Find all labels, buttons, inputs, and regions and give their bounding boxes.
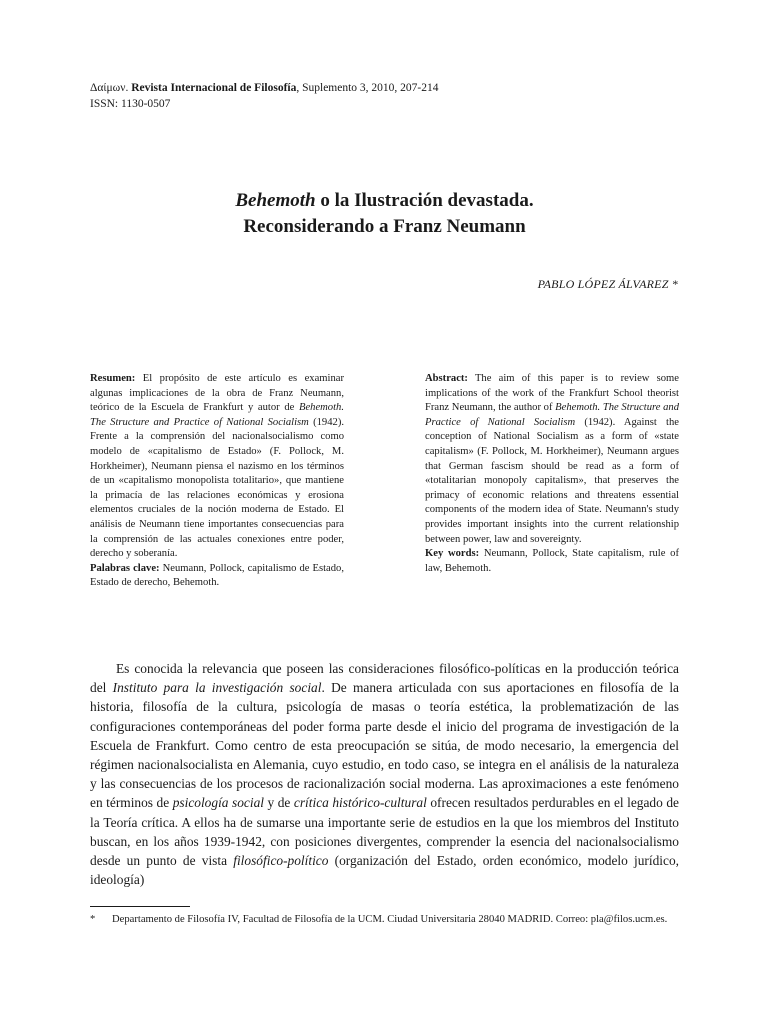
- footnote: [90, 912, 679, 927]
- keywords-es-text: Neumann, Pollock, capitalismo de Estado, Estado de derecho, Behemoth.: [90, 562, 344, 589]
- abstract-en-part-1: The aim of this paper is to review some implications of the work of the Frankfurt School theorist Franz Neumann, the author of: [425, 373, 679, 414]
- body-italic-1: Instituto para la investigación social: [112, 680, 322, 696]
- journal-name: Revista Internacional de Filosofía: [131, 82, 297, 94]
- keywords-en-text: Neumann, Pollock, State capitalism, rule of law, Behemoth.: [425, 548, 679, 574]
- title-italic: Behemoth: [235, 190, 316, 211]
- abstract-en-title: Behemoth. The Structure and Practice of National Socialism: [425, 402, 679, 428]
- body-italic-2: psicología social: [172, 795, 264, 811]
- keywords-en-label: Key words:: [425, 548, 480, 560]
- issn: ISSN: 1130-0507: [90, 98, 171, 110]
- abstract-spanish: [90, 372, 344, 591]
- body-run-2: . De manera articulada con sus aportaciones en filosofía de la historia, filosofía de la cultura, psicología de masas o teoría estética, la problematización de las configuraciones contemporáneas del poder forma parte desde el inicio del programa de investigación de la Escuela de Frankfurt. Como centro de esta preocupación se sitúa, de modo necesario, la emergencia del régimen nacionalsocialista en Alemania, cuyo estudio, en todo caso, se integra en el análisis de la naturaleza y las consecuencias de los procesos de racionalización social moderna. Las aproximaciones a este fenómeno en términos de: [90, 680, 679, 811]
- abstract-es-title: Behemoth. The Structure and Practice of National Socialism: [90, 402, 344, 428]
- journal-issue: , Suplemento 3, 2010, 207-214: [296, 82, 439, 94]
- keywords-es: [90, 562, 344, 591]
- abstract-es-part-1: El propósito de este artículo es examinar algunas implicaciones de la obra de Franz Neumann, teórico de la Escuela de Frankfurt y autor de: [90, 373, 344, 414]
- body-paragraph: [90, 659, 679, 889]
- journal-header: [90, 80, 439, 112]
- footnote-text: Departamento de Filosofía IV, Facultad de Filosofía de la UCM. Ciudad Universitaria 28040 MADRID. Correo: pla@filos.ucm.es.: [112, 914, 668, 925]
- author-name: PABLO LÓPEZ ÁLVAREZ *: [537, 277, 678, 291]
- body-text: [90, 659, 679, 889]
- journal-symbol: Δαίμων.: [90, 82, 129, 94]
- abstract-english: [425, 372, 679, 576]
- body-italic-4: filosófico-político: [233, 853, 329, 869]
- footnote-rule: [90, 906, 190, 907]
- keywords-es-label: Palabras clave:: [90, 562, 160, 574]
- title-line-2: Reconsiderando a Franz Neumann: [243, 216, 526, 237]
- body-run-1: Es conocida la relevancia que poseen las consideraciones filosófico-políticas en la producción teórica del: [90, 661, 679, 696]
- body-italic-3: crítica histórico-cultural: [293, 795, 427, 811]
- body-run-4: ofrecen resultados perdurables en el legado de la Teoría crítica. A ellos ha de sumarse una importante serie de estudios en la que los miembros del Instituto buscan, en los años 1939-1942, con posiciones divergentes, comprender la esencia del nacionalsocialismo desde un punto de vista: [90, 795, 679, 869]
- abstract-es-text: [90, 372, 344, 562]
- abstract-es-label: Resumen:: [90, 373, 136, 384]
- abstract-en-part-2: (1942). Against the conception of National Socialism as a form of «state capitalism» (F. Pollock, M. Horkheimer), Neumann argues that German fascism should be read as a form of «totalitarian monopoly capitalism», that preserves the primacy of economic relations and threatens essential components of the modern idea of State. Neumann's study provides important insights into the current relationship between power, law and sovereignty.: [425, 416, 679, 545]
- abstract-en-text: [425, 372, 679, 547]
- abstract-en-label: Abstract:: [425, 373, 468, 384]
- body-run-5: (organización del Estado, orden económico, modelo jurídico, ideología): [90, 853, 679, 888]
- journal-citation: [90, 80, 439, 96]
- body-run-3: y de: [263, 795, 294, 811]
- footnote-mark: *: [90, 914, 96, 925]
- keywords-en: [425, 547, 679, 576]
- article-title: [90, 188, 679, 240]
- title-line-1-rest: o la Ilustración devastada.: [315, 190, 534, 211]
- title-line-1: [90, 188, 679, 214]
- abstract-es-part-2: (1942). Frente a la comprensión del nacionalsocialismo como modelo de «capitalismo de Estado» (F. Pollock, M. Horkheimer), Neumann piensa el nazismo en los términos de un «capitalismo monopolista totalitario», que mantiene la primacía de las relaciones económicas y erosiona elementos cruciales de la noción moderna de Estado. El análisis de Neumann tiene importantes consecuencias para la comprensión de las actuales conexiones entre poder, derecho y soberanía.: [90, 416, 345, 560]
